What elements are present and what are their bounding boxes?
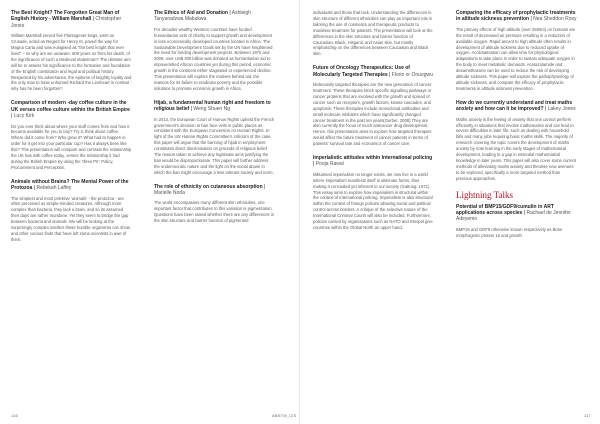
abstract-title: Imperialistic attitudes within International policing | Pooja Rawal xyxy=(313,155,433,168)
abstract xyxy=(456,10,577,92)
abstract-body: The simplest and most primitive 'animals' - the protozoa - are often perceived as simple-minded creatures. Although more complex than bacteria, they lack a brain, and so its assumed their days are rather mundane. Yet they seem to bridge the gap between bacteria and animals. We will be looking at the surprisingly complex intellect these humble organisms can show, and other curious finds that have left some scientists in awe of them. xyxy=(11,195,131,242)
abstract xyxy=(456,100,577,182)
abstract-body: Do you ever think about where your stuff comes from and how it became available for you to buy? Try it, think about coffee. Where did it come from? Who grew it? What had to happen in order for it get into your particular cup? Has it always been like this? This presentation will compare and contrast the relationship the UK has with coffee today, verses the relationship it had during the British Empire by using the 'three Ps': Policy, Procurement and Perception. xyxy=(11,123,132,170)
abstract-body: In 2014, the European Court of Human Rights upheld the French government's decision to ban face veils in public places as consistent with the European Convention on Human Rights. In light of the UN Human Rights Committee's criticism of the case, this paper will argue that the banning of hijab in employment constitutes direct discrimination on grounds of religious belief. The reason taken to achieve any legitimate aims justifying the ban would be disproportionate. This paper will further address the undemocratic nature and the light on the social abuse in which the ban might encourage a less tolerant society and norm. xyxy=(154,116,275,175)
page-number-right: 117 xyxy=(584,413,591,418)
page-number-left: 116 xyxy=(11,413,18,418)
abstract xyxy=(11,179,132,243)
abstract xyxy=(11,10,132,92)
abstract xyxy=(456,204,577,239)
abstract-body: Maths anxiety is the feeling of anxiety that one cannot perform efficiently in situations that involve mathematics and can lead to severe difficulties in later life, such as dealing with household bills and many jobs requiring basic maths skills. The majority of research covering the topic covers the development of maths anxiety by note learning in the early stages of mathematical development, leading to a gap in essential mathematical knowledge in later years. This paper will also cover some current methods of alleviating maths anxiety and theorise new avenues to be explored, specifically a more targeted method than previous approaches. xyxy=(456,116,577,181)
abstract-title: The Best Knight? The Forgotten Great Man of English History - William Marshall | Christopher Jones xyxy=(11,10,122,29)
left-page-column-1 xyxy=(11,10,132,406)
abstract xyxy=(313,65,434,147)
abstract-title: How do we currently understand and treat maths anxiety and how can it be improved? | Lakey Jones xyxy=(456,99,576,113)
abstract-continuation xyxy=(313,10,434,57)
abstract-body: The world encompasses many different skin ethnicities, one important factor that contributes to this variation is pigmentation. Questions have been raised whether there are any differences in the skin structure and barrier function of pigmented xyxy=(154,200,275,224)
left-page-column-2 xyxy=(154,10,275,406)
abstract-title: Hijab, a fundamental human right and freedom to religious belief | Weng Shuen Ng xyxy=(154,99,271,113)
right-page-column-1 xyxy=(313,10,434,406)
right-page xyxy=(300,0,600,424)
abstract xyxy=(154,10,275,92)
abstract-title: Comparison of modern -day coffee culture in the UK verses coffee culture within the British Empire | Lucy Kirk xyxy=(11,100,130,120)
abstract-body: Militarised imperialism no longer exists, we now live in a world where imperialism manifests itself in alternate forms, thus making it concealed yet inherent to our society (Galtung, 1971). This essay aims to explore how imperialism is structural within the context of international policing. Imperialism is also structural within the context of foreign policies allowing social and political control across borders. A critique of the selective nature of the International Criminal Courts will also be included. Furthermore, policies carried by organisations such as NATO and Interpol give countries within the Global North an upper hand. xyxy=(313,171,433,230)
lightning-talks-heading: Lightning Talks xyxy=(456,189,513,200)
abstract-title: The role of ethnicity on cutaneous absorption | Marielle Noda xyxy=(154,183,266,197)
abstract xyxy=(154,100,275,176)
abstract-title: Potential of BMP15/GDF9/cumulin in ART applications across species | Rachael de Jennifer Adeyemo xyxy=(456,203,571,223)
abstract-body: individuals and those that lack. Understanding the differences in skin structure of different ethnicities can play an important role in tailoring the use of cosmetics and therapeutic products to maximise treatment for patients. The presentation will look at the differences in the skin structure and barrier function of Caucasian, Black, Hispanic and Asian skin, but mostly emphasizing on the differences between Caucasian and Black skin. xyxy=(313,10,433,57)
abstract-body: The primary effects of high altitude (over 2500m) on humans are the result of decreased air pressure resulting in a reduction of available oxygen. Rapid ascent to high altitude often results in development of altitude sickness due to reduced uptake of oxygen. Acclimatisation can allow time for physiological adaptations to take place in order to sustain adequate oxygen in the body to meet metabolic demands. Acetazolamide and dexamethasone can be used to reduce the risk of developing altitude sickness. This paper will explore the pathophysiology of altitude sickness, and compare the efficacy of prophylactic treatments in altitude sickness prevention. xyxy=(456,26,576,91)
abstract xyxy=(154,184,275,224)
abstract xyxy=(313,155,434,231)
abstract-title: Comparing the efficacy of prophylactic treatments in altitude sickness prevention | Nea Sheddon Roxy xyxy=(456,10,577,23)
abstract-title: Future of Oncology Therapeutics: Use of Molecularly Targeted Therapies | Florin or Onuogwu xyxy=(313,65,433,78)
abstract-body: For decades wealthy Western countries have funded humanitarian acts of charity to support growth and development in less economically developed countries located in Africa. The Sustainable Development Goals set by the UN have heightened the need for funding development projects. Between 1970 and 2008, over US$ 300 billion was donated as humanitarian aid to impoverished African countries yet during this period, economic growth in the continent either stagnated or experienced decline. This presentation will explore the motives behind aid, the reasons for its failure to eradicate poverty and the possible solutions to promote economic growth in Africa. xyxy=(154,26,273,91)
abstract-title: Animals without Brains? The Mental Power of the Protozoa | Rebekah Laffey xyxy=(11,178,129,192)
abstract xyxy=(11,100,132,170)
abstract-body: Molecularly targeted therapies are the new generation of cancer treatment. These therapies block specific signalling pathways or cancer proteins that are involved with the growth and spread of cancer such as receptors, growth factors, kinase cascades, and apoptosis. These therapies include monoclonal antibodies and small molecule inhibitors which have significantly changed cancer treatment in the past ten years(Gerber, 2008) They are also currently the focus of much anticancer drug development. Hence, this presentation aims to explore how targeted therapies would affect the future treatment of cancer patients in terms of patients' survival rate and economics of cancer care. xyxy=(313,82,432,147)
right-page-column-2 xyxy=(456,10,577,406)
abstract-body: BMP15 and GDF9 otherwise known respectively as Bone morphogenic protein 15 and growth xyxy=(456,226,563,238)
abstract-body: William Marshall served five Plantagenet kings, went on Crusade, acted as Regent for Henry III, paved the way for Magna Carta and was eulogised as "the best knight that ever lived" – so why are we unaware, 800 years on from his death, of the significance of such a Medieval statesman? The ultimate aim will be to assess his significance to the formation and foundation of the English constitution and legal and political history. Respected by his adversaries, the epitome of knightly loyalty and the only man to have unhorsed Richard the Lionheart in combat - why has he been forgotten? xyxy=(11,33,132,92)
conference-name: ABSTM_CIS xyxy=(272,413,297,418)
abstract-title: The Ethics of Aid and Donation | Ashleigh Tanyaradzwa Mabukwa xyxy=(154,10,251,23)
